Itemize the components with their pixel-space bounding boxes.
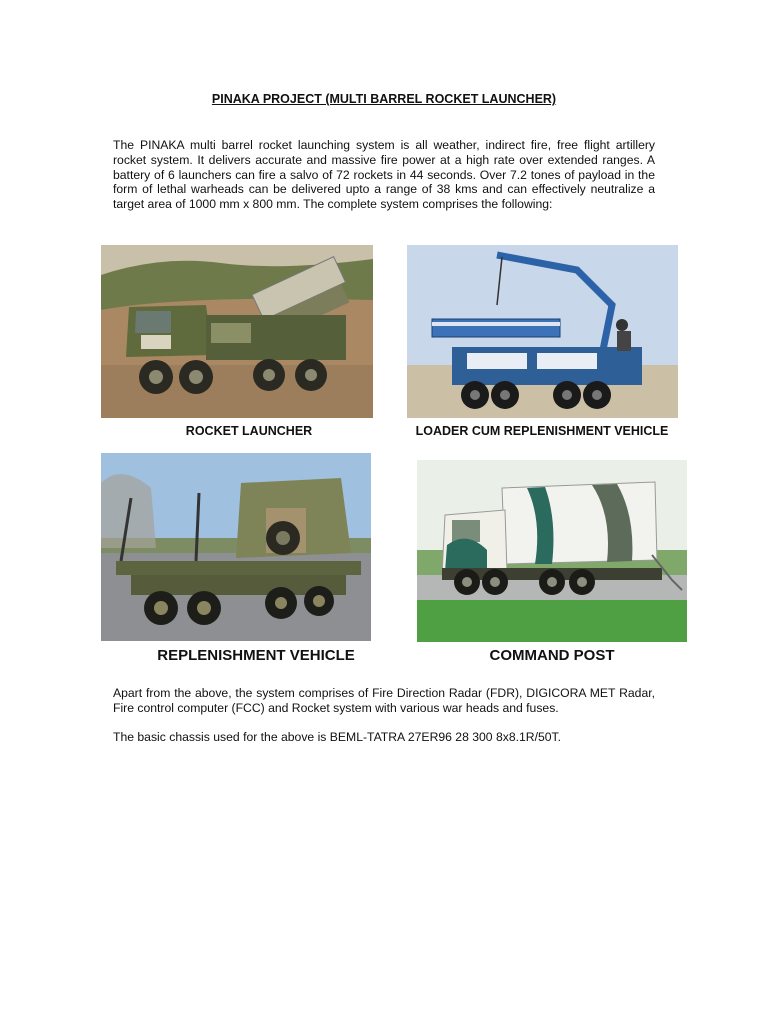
intro-paragraph: The PINAKA multi barrel rocket launching system is all weather, indirect fire, free flight artillery rocket system. It delivers accurate and massive fire power at a high rate over extended ranges. A battery of 6 launchers can fire a salvo of 72 rockets in 44 seconds. Over 7.2 tones of payload in the form of lethal warheads can be delivered upto a range of 38 kms and can effectively neutralize a target area of 1000 mm x 800 mm. The complete system comprises the following: (113, 138, 655, 212)
document-title: PINAKA PROJECT (MULTI BARREL ROCKET LAUNCHER) (211, 92, 557, 106)
systems-paragraph: Apart from the above, the system comprises of Fire Direction Radar (FDR), DIGICORA MET Radar, Fire control computer (FCC) and Rocket system with various war heads and fuses. (113, 686, 655, 715)
command-post-photo (417, 460, 687, 642)
figure-caption: REPLENISHMENT VEHICLE (157, 647, 355, 664)
figure-caption: COMMAND POST (489, 647, 615, 664)
replenishment-vehicle-photo (101, 453, 371, 641)
loader-vehicle-photo (407, 245, 678, 418)
chassis-paragraph: The basic chassis used for the above is BEML-TATRA 27ER96 28 300 8x8.1R/50T. (113, 730, 562, 744)
figure-caption: ROCKET LAUNCHER (185, 424, 313, 438)
figure-caption: LOADER CUM REPLENISHMENT VEHICLE (415, 424, 669, 438)
rocket-launcher-photo (101, 245, 373, 418)
